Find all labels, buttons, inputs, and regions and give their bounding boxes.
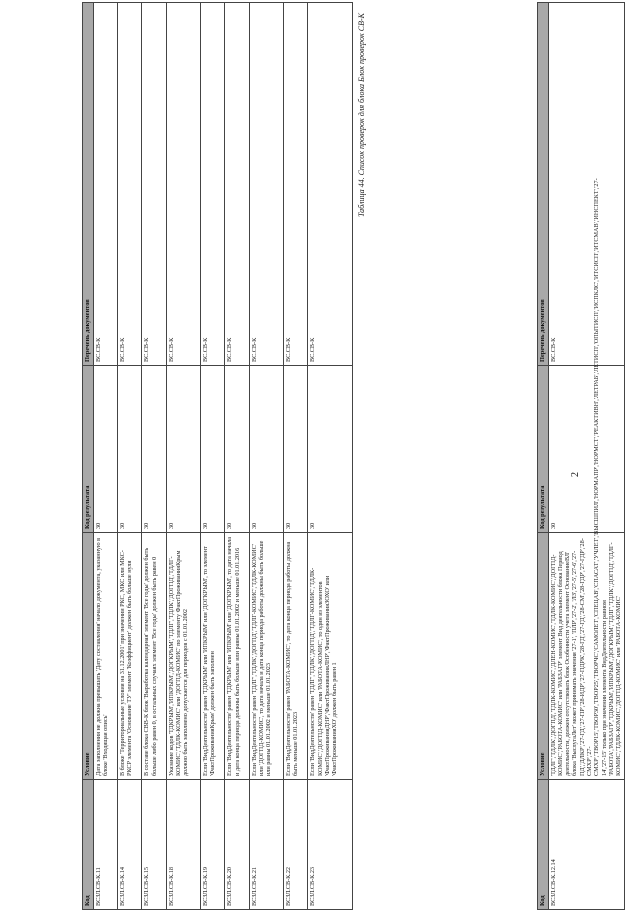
table-row [142,3,166,910]
checks-table-continued [537,2,625,910]
cell-doc-list: ВС.СВ-К [249,3,283,366]
cell-code: ВСЗЛ.СВ-К.18 [166,780,200,910]
cell-doc-list: ВС.СВ-К [200,3,224,366]
cell-code: ВСЗЛ.СВ-К.14 [117,780,141,910]
cell-condition: Если 'ВидДеятельности' равен 'РАБОТА-КОМИС', то дата конца периода работы должна быть меньше 01.01.2023 [284,533,308,780]
cell-condition: Если 'ВидДеятельности' равен 'ТДКРЫМ' или 'ИПКРЫМ' или 'ДОГКРЫМ', то элемент 'ФактПроживанияКрым' должен быть заполнен [200,533,224,780]
cell-code: ВСЗЛ.СВ-К.20 [225,780,249,910]
cell-result-code: 30 [200,366,224,533]
table-row [284,3,308,910]
cell-doc-list: ВС.СВ-К [117,3,141,366]
cell-condition: Если 'ВидДеятельности' равен 'ТДЛГ','ТДЛК','ДОГПД','ТДЛГ-КОМИС','ТДЛК-КОМИС' или 'ДОГПД-КОМИС', то дата начала и дата конца периода работы должны быть больше или равны 01.01.2002 и меньше 01.01.2023 [249,533,283,780]
cell-result-code: 30 [225,366,249,533]
table-header-row [83,3,94,910]
cell-result-code: 30 [93,366,117,533]
table-row [166,3,200,910]
cell-result-code: 30 [548,366,624,533]
table-row [308,3,353,910]
cell-code: ВСЗЛ.СВ-К.22 [284,780,308,910]
column-header-doc-list: Перечень документов [83,3,94,366]
cell-doc-list: ВС.СВ-К [142,3,166,366]
table-row [117,3,141,910]
cell-condition: В составе блока СВВ-К блок 'Выработка календарная' элемент 'Все годы' должен быть больше либо равен 0, в остальных случаях элемент 'Все годы' должен быть равен 0 [142,533,166,780]
column-header-doc-list: Перечень документов [538,3,549,366]
cell-result-code: 30 [284,366,308,533]
cell-result-code: 30 [166,366,200,533]
table-row [93,3,117,910]
column-header-code: Код [538,780,549,910]
cell-code: ВСЗЛ.СВ-К.15 [142,780,166,910]
cell-condition: Если 'ВидДеятельности' равен 'ТДКРЫМ' или 'ИПКРЫМ' или 'ДОГКРЫМ', то дата начала и дата конца периода должны быть больше или равны 01.01.2002 и меньше 01.01.2016 [225,533,249,780]
column-header-result-code: Код результата [83,366,94,533]
cell-result-code: 30 [117,366,141,533]
table-header-row [538,3,549,910]
cell-doc-list: ВС.СВ-К [284,3,308,366]
cell-condition: 'ТДЛГ','ТДЛК','ДОГПД','ТДЛК-КОМИС','ДЛЕН-КОМИС','ТДЛК-КОМИС','ДОГПД-КОМИС','РАБОТА-КОМИС' или 'РАБЗАГР' элемент Вид деятельности блока Период деятельности, должен отсутствовать блок Особенности учета элемент ОснованиеВЛ' блока 'ВыслугаЛет' может принимать значения '27-1', 'ПЛР','27-2', 'ЛЗ','27-5','27-6','27-ПД','ДЛКР','27-ГД','27-ПР','28-ИДР','27-ПДРК','28-ГД','27-ГД','28-СМ','28-ГДР','27-ГДР','28-СМХР','27-СМХР','ТВОР15','ТВОР30','ТВОР25','ТВОРЧС','САМОЛЕТ','СПЕЦАВ','СПАСАТ','УЧЛЕТ','ВЫСШПИЛ','НОРМАПР','НОРМСТ','РЕАКТИВН','ЛЕТРАБ','ЛЕТИСП','ОПЫТИСП','ИСПКЛС','ИТСИСП','ИТСМАВ','ИНСПЕКТ','27-14','27-15' только при значении элемента ВидДеятельности равном 'РАБОТА','РАБЗАГР','ТДКРЫМ','ИПКРЫМ','ДОГКРЫМ','ТДЛГ','ТДЛК','ДОГПД','ТДЛГ-КОМИС','ТДЛК-КОМИС','ДОГПД-КОМИС' или 'РАБОТА-КОМИС' [548,533,624,780]
cell-code: ВСЗЛ.СВ-К.23 [308,780,353,910]
cell-condition: Указание кодов 'ТДКРЫМ','ИПКРЫМ','ДОГКРЫМ','ТДЛГ','ТДЛК','ДОГПД','ТДЛГ-КОМИС','ТДЛК-КОМИС' или 'ДОГПД-КОМИС' по элементу ФактПроживанияКрым должно быть заполнено допускается для периодов с 01.01.2002 [166,533,200,780]
table-row [200,3,224,910]
column-header-code: Код [83,780,94,910]
cell-code: ВСЗЛ.СВ-К.19 [200,780,224,910]
table-row [548,3,624,910]
cell-doc-list: ВС.СВ-К [548,3,624,366]
table-caption: Таблица 44. Список проверок для блока Блок проверок СВ-К [357,13,366,217]
cell-doc-list: ВС.СВ-К [93,3,117,366]
table-row [225,3,249,910]
page-number: 2 [570,472,581,477]
cell-result-code: 30 [142,366,166,533]
cell-doc-list: ВС.СВ-К [225,3,249,366]
column-header-condition: Условие [538,533,549,780]
cell-code: ВСЗЛ.СВ-К.11 [93,780,117,910]
checks-table-sv-k [82,2,353,910]
cell-result-code: 30 [249,366,283,533]
column-header-condition: Условие [83,533,94,780]
cell-doc-list: ВС.СВ-К [308,3,353,366]
cell-result-code: 30 [308,366,353,533]
cell-condition: В блоке 'Территориальные условия на 31.12.2001' при значении РКС, МКС или МКС-РКСР элемента 'Основание ТУ' элемент 'Коэффициент' должен быть больше нуля [117,533,141,780]
cell-code: ВСЗЛ.СВ-К.21 [249,780,283,910]
table-row [249,3,283,910]
cell-code: ВСЗЛ.СВ-К.12.14 [548,780,624,910]
column-header-result-code: Код результата [538,366,549,533]
cell-condition: Если 'ВидДеятельности' равен 'ТДЛГ','ТДЛК','ДОГПД','ТДЛГ-КОМИС','ТДЛК-КОМИС','ДОГПД-КОМИС' или 'РАБОТА-КОМИС', то один из элементов 'ФактПроживанияДНР','ФактПроживанияЛНР','ФактПроживанияЗОХО' или 'ФактПроживанияХО' должен быть равен 1 [308,533,353,780]
cell-doc-list: ВС.СВ-К [166,3,200,366]
cell-condition: Дата заполнения не должна превышать 'Дату составления' начало документа, указанную в блоке 'Входящая опись' [93,533,117,780]
